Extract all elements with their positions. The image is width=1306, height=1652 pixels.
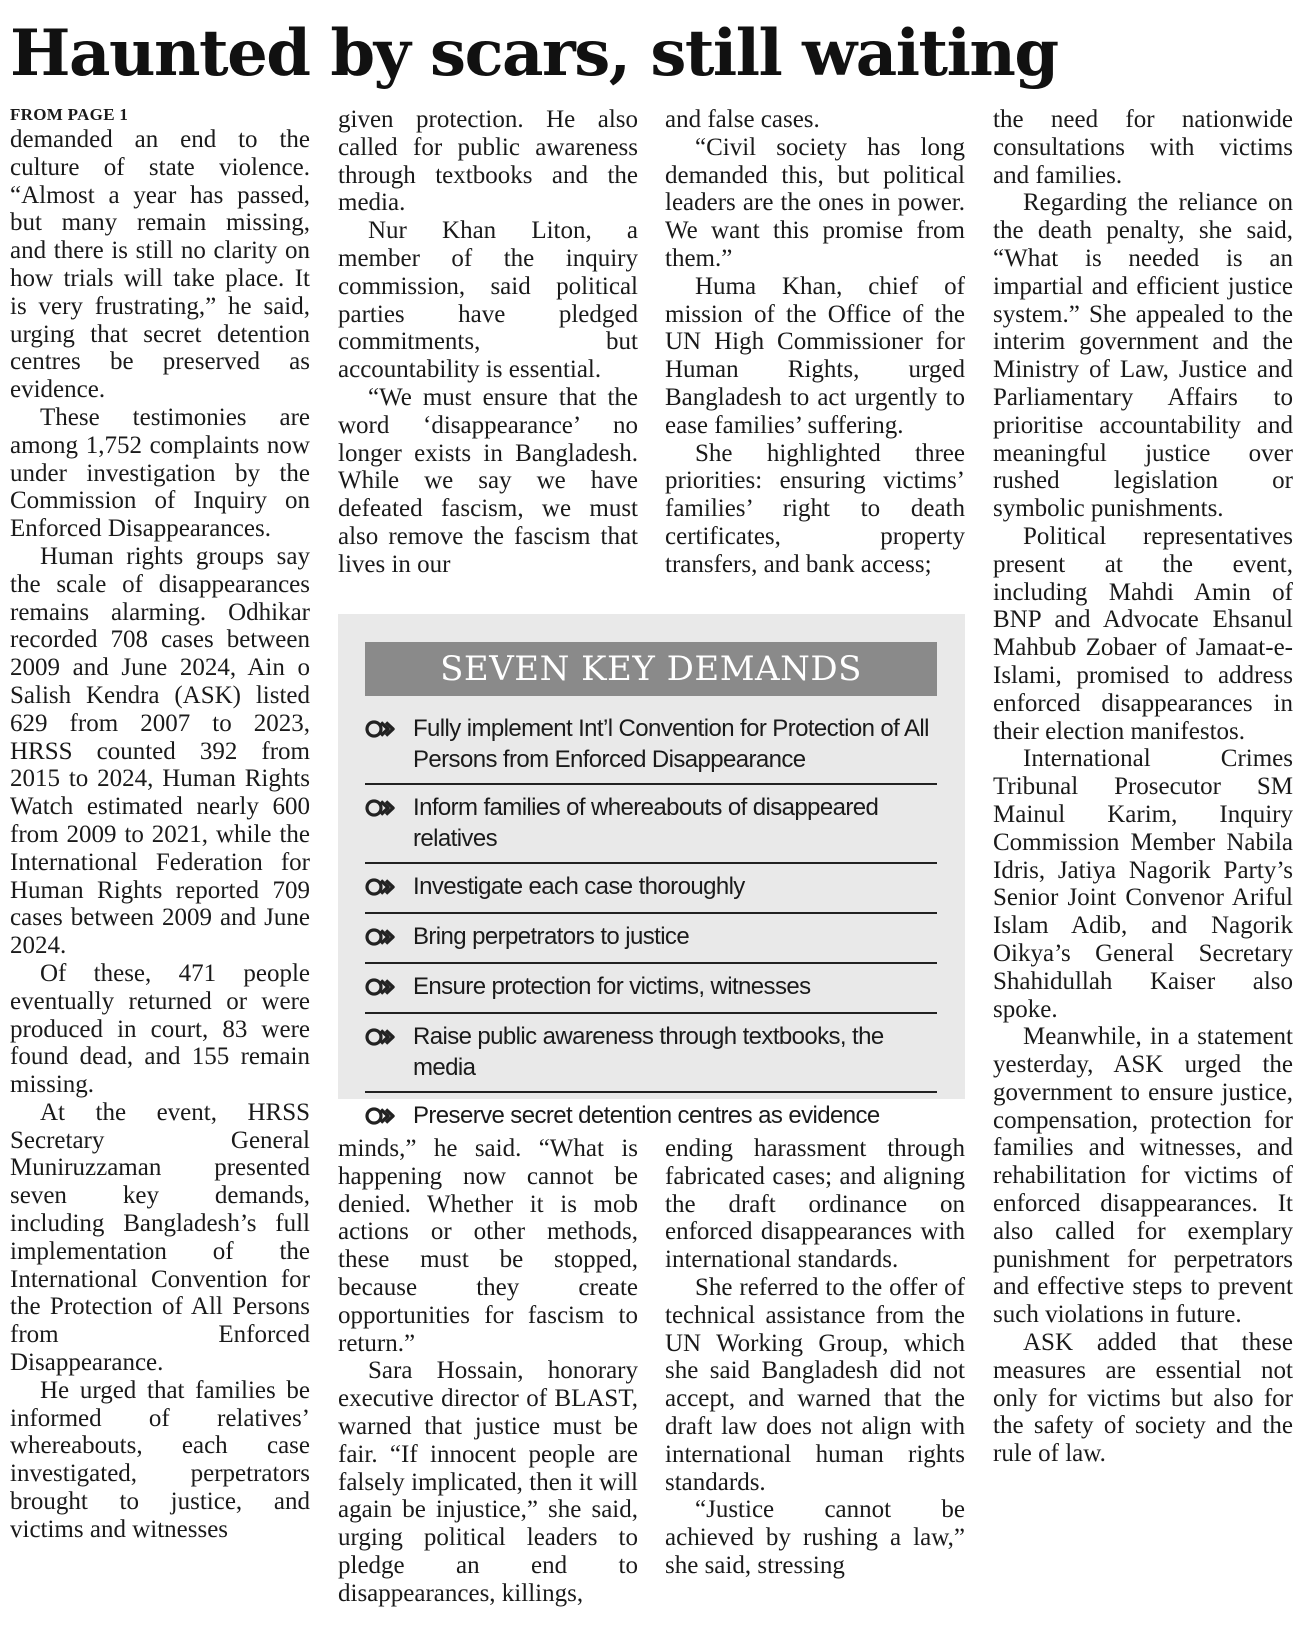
double-chevron-icon <box>365 921 413 947</box>
double-chevron-icon <box>365 871 413 897</box>
continued-from-kicker: FROM PAGE 1 <box>10 105 129 124</box>
paragraph: She highlighted three priorities: ensuring victims’ families’ right to death certificates, property transfers, and bank access; <box>665 439 965 578</box>
demand-item <box>365 785 937 864</box>
paragraph: These testimonies are among 1,752 complaints now under investigation by the Commission of Inquiry on Enforced Disappearances. <box>10 403 310 543</box>
paragraph: Of these, 471 people eventually returned or were produced in court, 83 were found dead, and 155 remain missing. <box>10 959 310 1099</box>
demand-item <box>365 706 937 785</box>
paragraph: At the event, HRSS Secretary General Muniruzzaman presented seven key demands, including Bangladesh’s full implementation of the International Convention for the Protection of All Persons from Enforced Disappearance. <box>10 1098 310 1377</box>
double-chevron-icon <box>365 713 413 739</box>
column-4 <box>993 106 1293 1468</box>
paragraph: demanded an end to the culture of state violence. “Almost a year has passed, but many remain missing, and there is still no clarity on how trials will take place. It is very frustrating,” he said, urging that secret detention centres be preserved as evidence. <box>10 126 310 404</box>
paragraph: “Justice cannot be achieved by rushing a law,” she said, stressing <box>665 1496 965 1579</box>
demand-text: Raise public awareness through textbooks, the media <box>413 1023 884 1081</box>
column-3-bottom <box>665 1135 965 1580</box>
paragraph: Regarding the reliance on the death penalty, she said, “What is needed is an impartial and efficient justice system.” She appealed to the interim government and the Ministry of Law, Justice and Parliamentary Affairs to prioritise accountability and meaningful justice over rushed legislation or symbolic punishments. <box>993 189 1293 523</box>
paragraph: Sara Hossain, honorary executive director of BLAST, warned that justice must be fair. “If innocent people are falsely implicated, then it will again be injustice,” she said, urging political leaders to pledge an end to disappearances, killings, <box>338 1357 638 1607</box>
demand-item <box>365 914 937 964</box>
paragraph: and false cases. <box>665 106 820 133</box>
double-chevron-icon <box>365 792 413 818</box>
demand-item <box>365 1093 937 1141</box>
paragraph: Meanwhile, in a statement yesterday, ASK urged the government to ensure justice, compensation, protection for families and witnesses, and rehabilitation for victims of enforced disappearances. It also called for exemplary punishment for perpetrators and effective steps to prevent such violations in future. <box>993 1023 1293 1329</box>
paragraph: He urged that families be informed of relatives’ whereabouts, each case investigated, perpetrators brought to justice, and victims and witnesses <box>10 1376 310 1543</box>
paragraph: Political representatives present at the event, including Mahdi Amin of BNP and Advocate Ehsanul Mahbub Zobaer of Jamaat-e-Islami, promised to address enforced disappearances in their election manifestos. <box>993 522 1293 745</box>
paragraph: minds,” he said. “What is happening now cannot be denied. Whether it is mob actions or other methods, these must be stopped, because they create opportunities for fascism to return.” <box>338 1135 638 1357</box>
paragraph: Huma Khan, chief of mission of the Office of the UN High Commissioner for Human Rights, urged Bangladesh to act urgently to ease families’ suffering. <box>665 272 965 439</box>
paragraph: “Civil society has long demanded this, but political leaders are the ones in power. We want this promise from them.” <box>665 133 965 272</box>
double-chevron-icon <box>365 1021 413 1047</box>
double-chevron-icon <box>365 1100 413 1126</box>
column-3-top <box>665 106 965 579</box>
paragraph: the need for nationwide consultations with victims and families. <box>993 106 1293 189</box>
paragraph: ASK added that these measures are essential not only for victims but also for the safety of society and the rule of law. <box>993 1329 1293 1468</box>
key-demands-title: SEVEN KEY DEMANDS <box>365 642 937 696</box>
paragraph: International Crimes Tribunal Prosecutor SM Mainul Karim, Inquiry Commission Member Nabila Idris, Jatiya Nagorik Party’s Senior Joint Convenor Ariful Islam Adib, and Nagorik Oikya’s General Secretary Shahidullah Kaiser also spoke. <box>993 745 1293 1023</box>
paragraph: given protection. He also called for public awareness through textbooks and the media. <box>338 106 638 217</box>
column-2-bottom <box>338 1135 638 1608</box>
demand-item <box>365 964 937 1014</box>
column-1 <box>10 104 310 1544</box>
demand-text: Preserve secret detention centres as evidence <box>413 1102 880 1129</box>
paragraph: Human rights groups say the scale of disappearances remains alarming. Odhikar recorded 708 cases between 2009 and June 2024, Ain o Salish Kendra (ASK) listed 629 from 2007 to 2023, HRSS counted 392 from 2015 to 2024, Human Rights Watch estimated nearly 600 from 2009 to 2021, while the International Federation for Human Rights reported 709 cases between 2009 and June 2024. <box>10 542 310 960</box>
headline: Haunted by scars, still waiting <box>10 16 1058 91</box>
paragraph: Nur Khan Liton, a member of the inquiry commission, said political parties have pledged commitments, but accountability is essential. <box>338 217 638 384</box>
demand-text: Bring perpetrators to justice <box>413 923 690 950</box>
double-chevron-icon <box>365 971 413 997</box>
demand-item <box>365 864 937 914</box>
demand-text: Investigate each case thoroughly <box>413 873 745 900</box>
paragraph: “We must ensure that the word ‘disappearance’ no longer exists in Bangladesh. While we say we have defeated fascism, we must also remove the fascism that lives in our <box>338 383 638 578</box>
key-demands-box <box>338 614 965 1129</box>
column-2-top <box>338 106 638 579</box>
paragraph: ending harassment through fabricated cases; and aligning the draft ordinance on enforced disappearances with international standards. <box>665 1135 965 1274</box>
demand-text: Ensure protection for victims, witnesses <box>413 973 811 1000</box>
demand-text: Inform families of whereabouts of disappeared relatives <box>413 794 879 852</box>
demand-text: Fully implement Int’l Convention for Protection of All Persons from Enforced Disappearance <box>413 715 929 773</box>
demand-item <box>365 1014 937 1093</box>
paragraph: She referred to the offer of technical assistance from the UN Working Group, which she said Bangladesh did not accept, and warned that the draft law does not align with international human rights standards. <box>665 1273 965 1496</box>
key-demands-list <box>365 706 937 1141</box>
